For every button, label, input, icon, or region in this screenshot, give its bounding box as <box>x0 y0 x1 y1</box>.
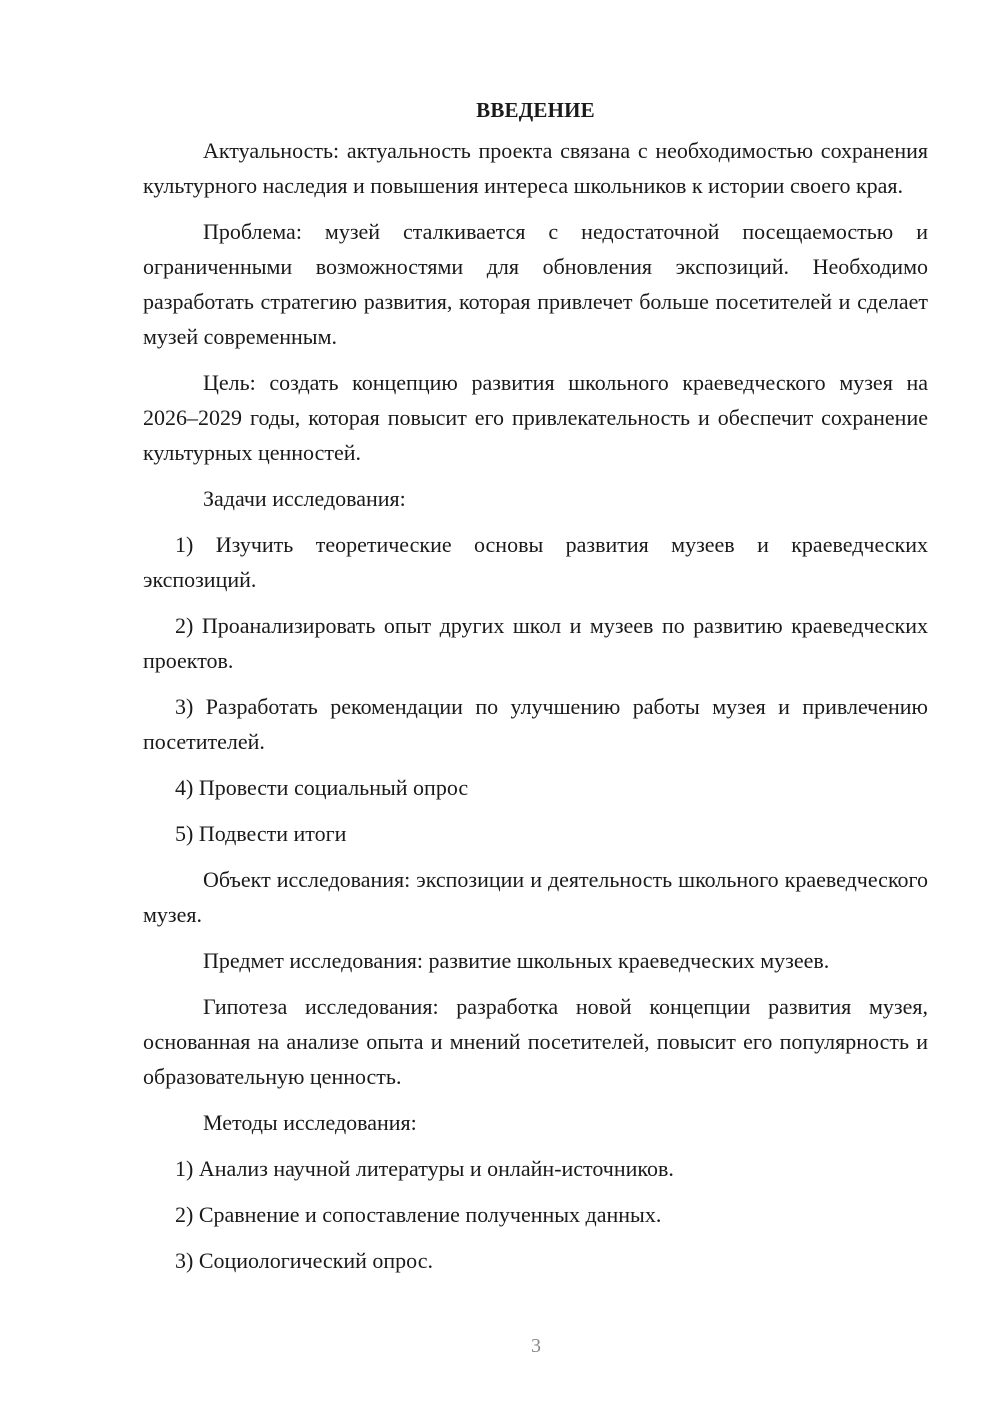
paragraph-relevance: Актуальность: актуальность проекта связана с необходимостью сохранения культурного наследия и повышения интереса школьников к истории своего края. <box>143 138 928 198</box>
section-title: ВВЕДЕНИЕ <box>476 98 595 122</box>
method-item-1: 1) Анализ научной литературы и онлайн-источников. <box>175 1156 674 1181</box>
paragraph-problem: Проблема: музей сталкивается с недостаточной посещаемостью и ограниченными возможностями для обновления экспозиций. Необходимо разработать стратегию развития, которая привлечет больше посетителей и сделает музей современным. <box>143 219 928 349</box>
page-content <box>143 95 928 1289</box>
methods-heading: Методы исследования: <box>203 1110 417 1135</box>
paragraph-subject: Предмет исследования: развитие школьных краеведческих музеев. <box>203 948 830 973</box>
paragraph-hypothesis: Гипотеза исследования: разработка новой концепции развития музея, основанная на анализе опыта и мнений посетителей, повысит его популярность и образовательную ценность. <box>143 994 928 1089</box>
task-item-4: 4) Провести социальный опрос <box>175 775 469 800</box>
page-number: 3 <box>531 1335 541 1357</box>
task-item-3: 3) Разработать рекомендации по улучшению работы музея и привлечению посетителей. <box>143 694 928 754</box>
paragraph-object: Объект исследования: экспозиции и деятельность школьного краеведческого музея. <box>143 867 928 927</box>
task-item-5: 5) Подвести итоги <box>175 821 347 846</box>
tasks-heading: Задачи исследования: <box>203 486 406 511</box>
method-item-2: 2) Сравнение и сопоставление полученных данных. <box>175 1202 662 1227</box>
task-item-1: 1) Изучить теоретические основы развития музеев и краеведческих экспозиций. <box>143 532 928 592</box>
task-item-2: 2) Проанализировать опыт других школ и музеев по развитию краеведческих проектов. <box>143 613 928 673</box>
paragraph-goal: Цель: создать концепцию развития школьного краеведческого музея на 2026–2029 годы, которая повысит его привлекательность и обеспечит сохранение культурных ценностей. <box>143 370 928 465</box>
method-item-3: 3) Социологический опрос. <box>175 1248 433 1273</box>
